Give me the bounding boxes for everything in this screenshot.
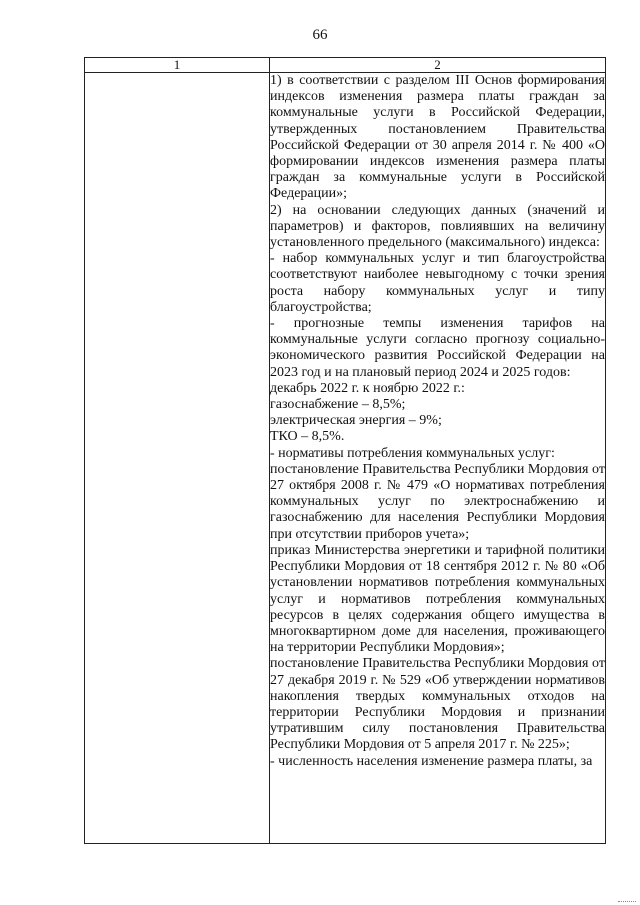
scan-edge-mark: [618, 901, 636, 903]
paragraph: постановление Правительства Республики Мордовия от 27 декабря 2019 г. № 529 «Об утверждении нормативов накопления твердых коммунальных отходов на территории Республики Мордовия и признании утратившим силу постановления Правительства Республики Мордовия от 5 апреля 2017 г. № 225»;: [270, 656, 605, 753]
paragraph: - набор коммунальных услуг и тип благоустройства соответствуют наиболее невыгодному с точки зрения роста набору коммунальных услуг и типу благоустройства;: [270, 251, 605, 315]
table-cell-empty: [85, 73, 270, 844]
paragraph: постановление Правительства Республики Мордовия от 27 октября 2008 г. № 479 «О нормативах потребления коммунальных услуг по электроснабжению и газоснабжению для населения Республики Мордовия при отсутствии приборов учета»;: [270, 461, 605, 542]
column-header-2: 2: [270, 58, 606, 73]
paragraph: 1) в соответствии с разделом III Основ формирования индексов изменения размера платы граждан за коммунальные услуги в Российской Федерации, утвержденных постановлением Правительства Российской Федерации от 30 апреля 2014 г. № 400 «О формировании индексов изменения размера платы граждан за коммунальные услуги в Российской Федерации»;: [270, 73, 605, 202]
paragraph: - численность населения изменение размера платы, за: [270, 753, 593, 769]
table-header-row: [85, 58, 606, 73]
paragraph: - прогнозные темпы изменения тарифов на коммунальные услуги согласно прогнозу социально-экономического развития Российской Федерации на 2023 год и на плановый период 2024 и 2025 годов:: [270, 316, 605, 380]
paragraph: приказ Министерства энергетики и тарифной политики Республики Мордовия от 18 сентября 2012 г. № 80 «Об установлении нормативов потребления коммунальных услуг и нормативов потребления коммунальных ресурсов в целях содержания общего имущества в многоквартирном доме для населения, проживающего на территории Республики Мордовия»;: [270, 542, 605, 656]
paragraph: декабрь 2022 г. к ноябрю 2022 г.:: [270, 380, 465, 396]
column-header-1: 1: [85, 58, 270, 73]
content-text: [270, 73, 605, 841]
paragraph: ТКО – 8,5%.: [270, 429, 345, 445]
page-number: 66: [312, 27, 328, 43]
table-row: [85, 73, 606, 844]
paragraph: газоснабжение – 8,5%;: [270, 397, 406, 413]
paragraph: 2) на основании следующих данных (значений и параметров) и факторов, повлиявших на величину установленного предельного (максимального) индекса:: [270, 202, 605, 251]
paragraph: электрическая энергия – 9%;: [270, 413, 442, 429]
document-table: [84, 57, 606, 844]
paragraph: - нормативы потребления коммунальных услуг:: [270, 445, 555, 461]
table-cell-content: [270, 73, 606, 844]
